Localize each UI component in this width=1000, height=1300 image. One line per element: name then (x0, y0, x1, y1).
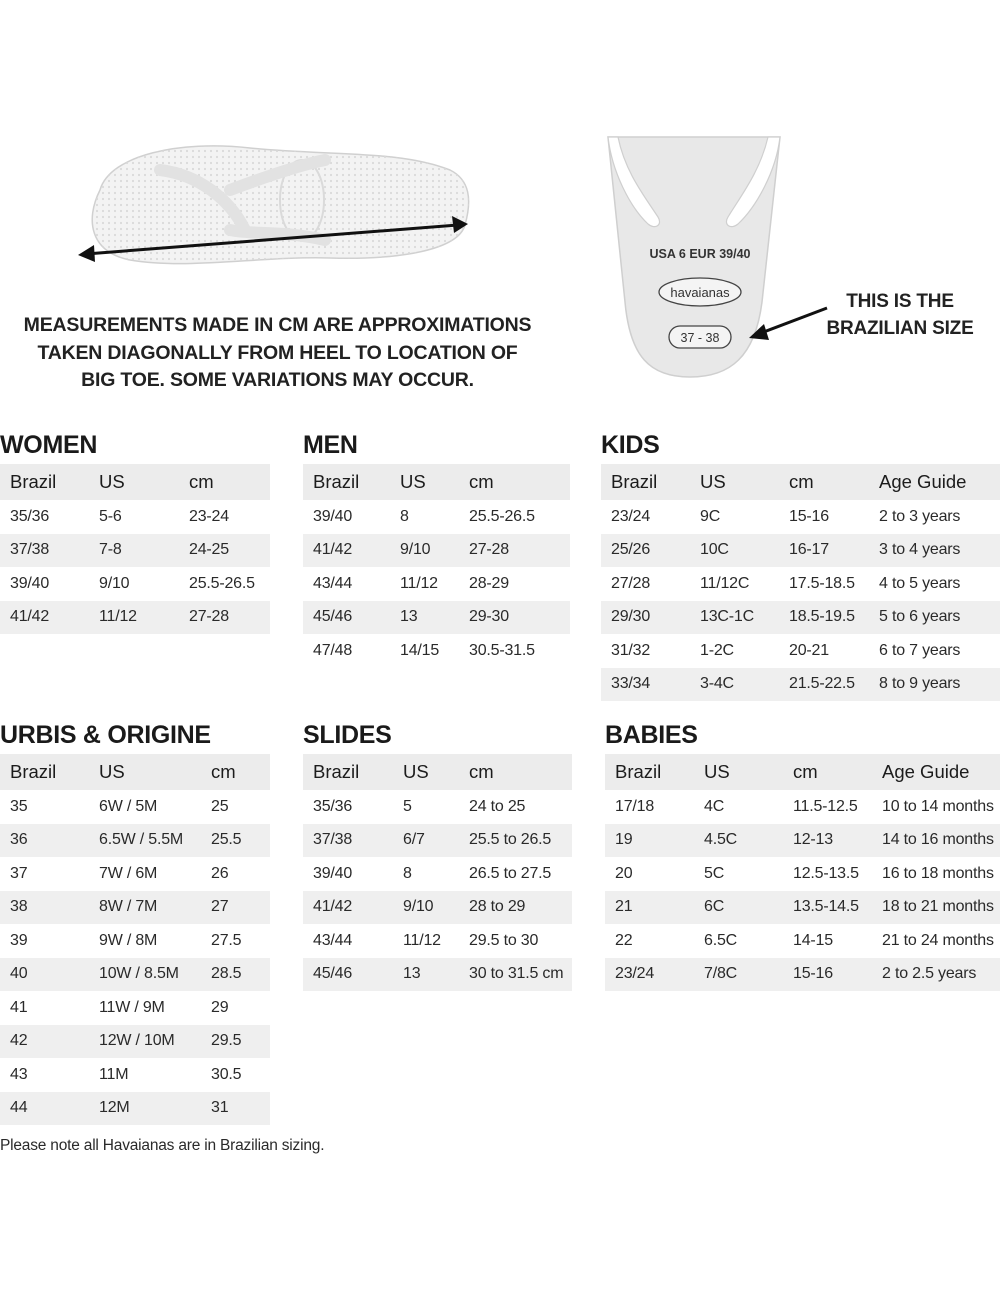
size-table (605, 754, 1000, 991)
table-cell: 11W / 9M (99, 998, 165, 1016)
table-row (303, 534, 570, 568)
table-cell: 33/34 (601, 668, 690, 702)
table-cell: 7-8 (89, 534, 179, 568)
slides-size-section (303, 720, 572, 991)
table-cell: 8 (403, 864, 412, 882)
table-cell: 11/12C (700, 574, 750, 592)
caption-line-2: TAKEN DIAGONALLY FROM HEEL TO LOCATION OF (37, 341, 518, 364)
table-header-row (601, 464, 1000, 500)
table-cell: 41 (10, 998, 28, 1016)
table-cell: 26 (211, 864, 229, 882)
table-cell: 27/28 (611, 574, 651, 592)
table-cell: 42 (0, 1025, 89, 1059)
table-row (0, 500, 270, 534)
table-cell: 35/36 (10, 507, 50, 525)
kids-size-section (601, 430, 1000, 701)
table-row (303, 924, 572, 958)
table-cell: 6.5C (704, 931, 737, 949)
table-cell: 23-24 (189, 507, 229, 525)
table-cell: 23/24 (605, 958, 694, 992)
table-row (605, 958, 1000, 992)
table-cell: 29/30 (601, 601, 690, 635)
table-cell: 31/32 (611, 641, 651, 659)
section-title: SLIDES (303, 721, 392, 749)
column-header: Brazil (605, 754, 694, 790)
sizing-footnote: Please note all Havaianas are in Brazilian sizing. (0, 1137, 325, 1154)
table-cell: 6/7 (393, 824, 459, 858)
table-cell: 13 (390, 601, 459, 635)
table-cell: 12.5-13.5 (793, 864, 859, 882)
table-cell: 31 (201, 1092, 270, 1126)
table-row (0, 601, 270, 635)
table-cell: 25.5-26.5 (469, 507, 535, 525)
table-cell: 11/12 (89, 601, 179, 635)
men-size-section (303, 430, 570, 668)
callout-line-2: BRAZILIAN SIZE (826, 318, 974, 339)
table-cell: 30.5 (211, 1065, 242, 1083)
usa-eur-size-text: USA 6 EUR 39/40 (649, 247, 751, 261)
brazilian-size-callout (818, 288, 982, 342)
table-cell: 3-4C (690, 668, 779, 702)
size-table (601, 464, 1000, 701)
table-cell: 45/46 (303, 958, 393, 992)
table-cell: 9W / 8M (99, 931, 158, 949)
table-cell: 36 (0, 824, 89, 858)
column-header: US (89, 754, 201, 790)
caption-line-1: MEASUREMENTS MADE IN CM ARE APPROXIMATIONS (23, 314, 532, 336)
table-row (303, 790, 572, 824)
table-row (303, 891, 572, 925)
table-cell: 15-16 (789, 507, 829, 525)
table-cell: 17.5-18.5 (789, 574, 855, 592)
table-row (605, 924, 1000, 958)
table-cell: 6 to 7 years (879, 641, 961, 659)
table-cell: 11M (99, 1065, 129, 1083)
table-cell: 43/44 (313, 931, 353, 949)
table-cell: 27 (201, 891, 270, 925)
column-header: US (694, 754, 783, 790)
table-cell: 2 to 2.5 years (872, 958, 1000, 992)
table-cell: 39/40 (313, 864, 353, 882)
table-cell: 4 to 5 years (879, 574, 961, 592)
table-cell: 9/10 (390, 534, 459, 568)
table-cell: 29.5 to 30 (469, 931, 539, 949)
table-row (601, 601, 1000, 635)
table-cell: 13.5-14.5 (783, 891, 872, 925)
table-cell: 6W / 5M (99, 797, 158, 815)
size-table (0, 464, 270, 634)
table-header-row (303, 754, 572, 790)
table-cell: 47/48 (313, 641, 353, 659)
column-header: Age Guide (872, 754, 1000, 790)
table-row (303, 857, 572, 891)
table-cell: 7/8C (694, 958, 783, 992)
table-cell: 24 to 25 (469, 797, 526, 815)
table-cell: 20 (615, 864, 633, 882)
table-row (0, 891, 270, 925)
table-cell: 10C (690, 534, 779, 568)
table-row (0, 534, 270, 568)
table-cell: 13 (393, 958, 459, 992)
table-cell: 12-13 (783, 824, 872, 858)
column-header: Brazil (303, 754, 393, 790)
column-header: US (690, 464, 779, 500)
table-cell: 20-21 (789, 641, 829, 659)
section-title: BABIES (605, 721, 698, 749)
column-header: US (393, 754, 459, 790)
table-cell: 21 (605, 891, 694, 925)
table-cell: 5 to 6 years (869, 601, 1000, 635)
table-cell: 9/10 (393, 891, 459, 925)
table-cell: 14-15 (793, 931, 833, 949)
table-row (0, 958, 270, 992)
table-cell: 16-17 (779, 534, 869, 568)
table-cell: 41/42 (303, 534, 390, 568)
table-cell: 37 (10, 864, 28, 882)
column-header: Brazil (0, 464, 89, 500)
table-row (303, 634, 570, 668)
table-cell: 39/40 (313, 507, 353, 525)
table-row (601, 668, 1000, 702)
table-cell: 30 to 31.5 cm (459, 958, 572, 992)
table-row (0, 824, 270, 858)
column-header: cm (779, 464, 869, 500)
table-cell: 14/15 (400, 641, 440, 659)
table-header-row (605, 754, 1000, 790)
table-cell: 28.5 (201, 958, 270, 992)
section-title: KIDS (601, 431, 660, 459)
sole-shape (92, 146, 468, 264)
table-cell: 21.5-22.5 (779, 668, 869, 702)
table-cell: 4C (704, 797, 725, 815)
column-header: US (390, 464, 459, 500)
table-cell: 26.5 to 27.5 (469, 864, 552, 882)
table-row (0, 1058, 270, 1092)
table-cell: 43 (10, 1065, 28, 1083)
section-title: URBIS & ORIGINE (0, 721, 211, 749)
table-cell: 11/12 (400, 574, 438, 592)
size-table (303, 754, 572, 991)
table-cell: 29-30 (459, 601, 570, 635)
table-cell: 22 (615, 931, 633, 949)
table-cell: 25/26 (601, 534, 690, 568)
table-cell: 27-28 (459, 534, 570, 568)
table-cell: 10W / 8.5M (89, 958, 201, 992)
table-cell: 12W / 10M (89, 1025, 201, 1059)
table-row (0, 1092, 270, 1126)
size-table (0, 754, 270, 1125)
table-cell: 41/42 (0, 601, 89, 635)
table-cell: 10 to 14 months (882, 797, 994, 815)
column-header: Brazil (303, 464, 390, 500)
callout-line-1: THIS IS THE (846, 291, 954, 312)
column-header: Brazil (601, 464, 690, 500)
table-cell: 1-2C (700, 641, 734, 659)
table-row (0, 567, 270, 601)
table-cell: 4.5C (694, 824, 783, 858)
table-cell: 8 to 9 years (869, 668, 1000, 702)
table-row (303, 601, 570, 635)
table-cell: 8 (400, 507, 409, 525)
table-cell: 41/42 (303, 891, 393, 925)
table-cell: 8W / 7M (89, 891, 201, 925)
table-cell: 9C (700, 507, 721, 525)
column-header: cm (459, 754, 572, 790)
table-row (605, 891, 1000, 925)
column-header: US (89, 464, 179, 500)
table-cell: 6C (694, 891, 783, 925)
table-cell: 27-28 (179, 601, 270, 635)
table-cell: 28-29 (469, 574, 509, 592)
table-cell: 29.5 (201, 1025, 270, 1059)
column-header: Age Guide (869, 464, 1000, 500)
table-cell: 25 (211, 797, 229, 815)
table-row (0, 924, 270, 958)
section-title: WOMEN (0, 431, 98, 459)
table-row (605, 824, 1000, 858)
table-header-row (0, 464, 270, 500)
table-row (0, 790, 270, 824)
table-cell: 37/38 (0, 534, 89, 568)
table-cell: 13C-1C (690, 601, 779, 635)
table-row (601, 500, 1000, 534)
table-cell: 18.5-19.5 (779, 601, 869, 635)
table-cell: 45/46 (303, 601, 390, 635)
table-cell: 25.5 (201, 824, 270, 858)
table-cell: 25.5-26.5 (189, 574, 255, 592)
table-cell: 11/12 (403, 931, 441, 949)
table-cell: 24-25 (179, 534, 270, 568)
table-header-row (303, 464, 570, 500)
table-cell: 7W / 6M (99, 864, 158, 882)
table-cell: 35 (10, 797, 28, 815)
table-row (303, 824, 572, 858)
flip-flop-sole-illustration (70, 130, 480, 280)
table-cell: 30.5-31.5 (469, 641, 535, 659)
table-row (601, 634, 1000, 668)
table-row (605, 790, 1000, 824)
column-header: cm (179, 464, 270, 500)
table-row (303, 500, 570, 534)
table-cell: 21 to 24 months (882, 931, 994, 949)
table-cell: 35/36 (313, 797, 353, 815)
table-row (0, 991, 270, 1025)
table-cell: 5 (403, 797, 412, 815)
brand-logo-text: havaianas (670, 285, 730, 300)
table-row (601, 567, 1000, 601)
table-cell: 28 to 29 (459, 891, 572, 925)
table-row (0, 857, 270, 891)
table-cell: 5-6 (99, 507, 122, 525)
table-cell: 18 to 21 months (872, 891, 1000, 925)
measurement-caption (20, 312, 535, 395)
table-cell: 2 to 3 years (879, 507, 961, 525)
table-row (303, 958, 572, 992)
table-cell: 23/24 (611, 507, 651, 525)
section-title: MEN (303, 431, 358, 459)
table-cell: 9/10 (99, 574, 130, 592)
table-cell: 14 to 16 months (872, 824, 1000, 858)
caption-line-3: BIG TOE. SOME VARIATIONS MAY OCCUR. (81, 369, 474, 391)
table-cell: 15-16 (783, 958, 872, 992)
women-size-section (0, 430, 270, 634)
table-cell: 6.5W / 5.5M (89, 824, 201, 858)
table-cell: 38 (0, 891, 89, 925)
table-cell: 11.5-12.5 (793, 797, 858, 815)
urbis-origine-size-section (0, 720, 270, 1125)
column-header: cm (783, 754, 872, 790)
table-row (601, 534, 1000, 568)
table-cell: 39/40 (10, 574, 50, 592)
table-cell: 12M (89, 1092, 201, 1126)
table-cell: 44 (0, 1092, 89, 1126)
table-cell: 17/18 (615, 797, 655, 815)
table-cell: 16 to 18 months (882, 864, 994, 882)
table-cell: 37/38 (303, 824, 393, 858)
table-cell: 40 (0, 958, 89, 992)
babies-size-section (605, 720, 1000, 991)
table-row (0, 1025, 270, 1059)
table-header-row (0, 754, 270, 790)
table-cell: 25.5 to 26.5 (459, 824, 572, 858)
column-header: cm (201, 754, 270, 790)
brazil-size-text: 37 - 38 (680, 331, 720, 345)
table-cell: 43/44 (313, 574, 353, 592)
table-row (303, 567, 570, 601)
table-cell: 27.5 (211, 931, 242, 949)
table-cell: 39 (10, 931, 28, 949)
table-cell: 3 to 4 years (869, 534, 1000, 568)
table-cell: 19 (605, 824, 694, 858)
table-row (605, 857, 1000, 891)
column-header: Brazil (0, 754, 89, 790)
column-header: cm (459, 464, 570, 500)
size-table (303, 464, 570, 668)
table-cell: 29 (211, 998, 229, 1016)
table-cell: 5C (704, 864, 725, 882)
